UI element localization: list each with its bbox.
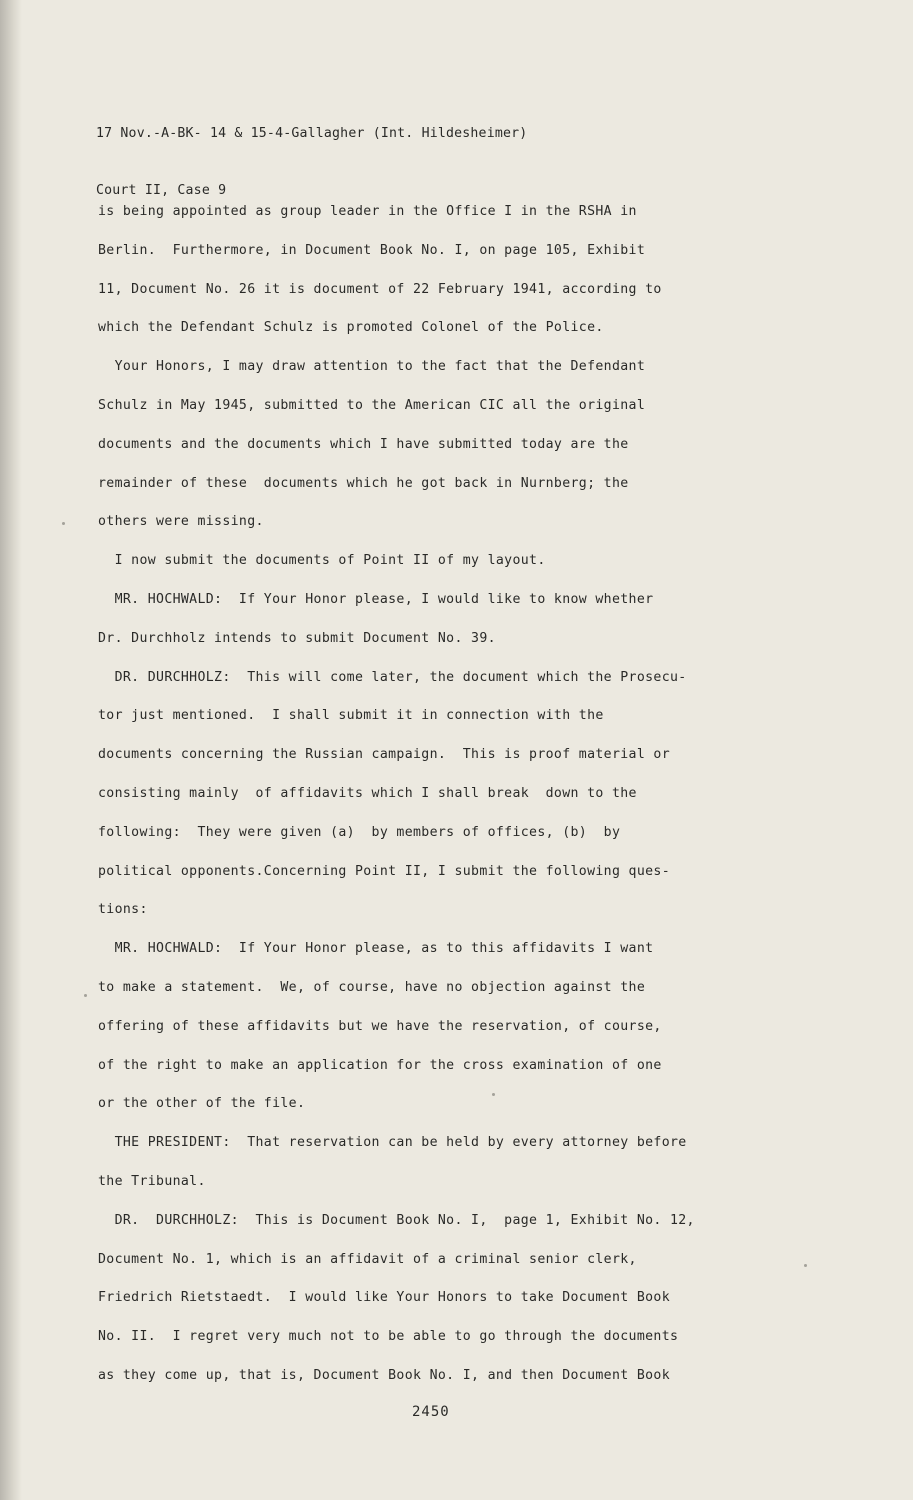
body-line: No. II. I regret very much not to be able to go through the documents xyxy=(98,1329,679,1345)
body-line: or the other of the file. xyxy=(98,1096,306,1112)
body-line: tions: xyxy=(98,902,148,918)
body-line: political opponents.Concerning Point II, I submit the following ques- xyxy=(98,863,670,879)
header-line-1: 17 Nov.-A-BK- 14 & 15-4-Gallagher (Int. Hildesheimer) xyxy=(96,126,528,141)
paper-speck xyxy=(62,522,65,525)
body-line: MR. HOCHWALD: If Your Honor please, I would like to know whether xyxy=(98,591,654,607)
body-line: DR. DURCHHOLZ: This is Document Book No. I, page 1, Exhibit No. 12, xyxy=(98,1212,695,1228)
body-line: Friedrich Rietstaedt. I would like Your Honors to take Document Book xyxy=(98,1290,670,1306)
body-line: 11, Document No. 26 it is document of 22 February 1941, according to xyxy=(98,281,662,297)
body-line: Dr. Durchholz intends to submit Document No. 39. xyxy=(98,630,496,646)
body-line: remainder of these documents which he got back in Nurnberg; the xyxy=(98,475,629,491)
body-line: is being appointed as group leader in the Office I in the RSHA in xyxy=(98,204,637,219)
body-line: THE PRESIDENT: That reservation can be held by every attorney before xyxy=(98,1135,687,1151)
page-edge-shadow xyxy=(0,0,22,1500)
paper-speck xyxy=(804,1264,807,1267)
body-line: following: They were given (a) by members of offices, (b) by xyxy=(98,824,621,840)
body-line: MR. HOCHWALD: If Your Honor please, as to this affidavits I want xyxy=(98,941,654,957)
body-line: I now submit the documents of Point II of my layout. xyxy=(98,553,546,569)
paper-speck xyxy=(492,1093,495,1096)
body-line: others were missing. xyxy=(98,514,264,530)
body-line: tor just mentioned. I shall submit it in connection with the xyxy=(98,708,604,724)
body-line: of the right to make an application for the cross examination of one xyxy=(98,1057,662,1073)
body-line: the Tribunal. xyxy=(98,1173,206,1189)
body-line: DR. DURCHHOLZ: This will come later, the document which the Prosecu- xyxy=(98,669,687,685)
body-line: Berlin. Furthermore, in Document Book No. I, on page 105, Exhibit xyxy=(98,242,646,258)
body-line: Your Honors, I may draw attention to the fact that the Defendant xyxy=(98,359,646,375)
body-line: which the Defendant Schulz is promoted Colonel of the Police. xyxy=(98,320,604,336)
body-line: Schulz in May 1945, submitted to the American CIC all the original xyxy=(98,397,646,413)
transcript-body xyxy=(98,198,798,1401)
body-line: Document No. 1, which is an affidavit of a criminal senior clerk, xyxy=(98,1251,637,1267)
page-number: 2450 xyxy=(412,1404,450,1420)
body-line: consisting mainly of affidavits which I shall break down to the xyxy=(98,785,637,801)
body-line: to make a statement. We, of course, have no objection against the xyxy=(98,979,646,995)
header-line-2: Court II, Case 9 xyxy=(96,183,227,198)
body-line: offering of these affidavits but we have the reservation, of course, xyxy=(98,1018,662,1034)
paper-speck xyxy=(84,994,87,997)
body-line: documents concerning the Russian campaign. This is proof material or xyxy=(98,747,670,763)
body-line: documents and the documents which I have submitted today are the xyxy=(98,436,629,452)
body-line: as they come up, that is, Document Book No. I, and then Document Book xyxy=(98,1367,670,1383)
